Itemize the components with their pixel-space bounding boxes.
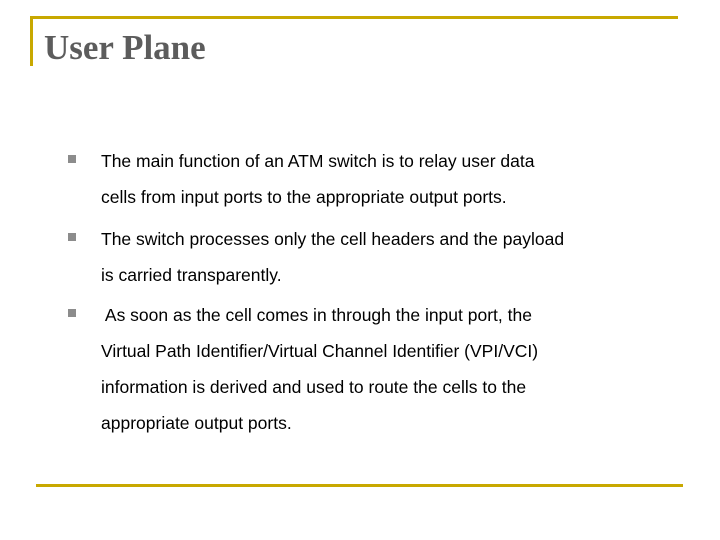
bullet-text [101,143,691,215]
title-frame-top-rule [30,16,678,19]
bullet-line: information is derived and used to route the cells to the [101,377,527,397]
bullet-line: The main function of an ATM switch is to relay user data [101,151,535,171]
square-bullet-icon [68,309,76,317]
bullet-line: The switch processes only the cell headers and the payload [101,229,565,249]
square-bullet-icon [68,233,76,241]
bullet-line: As soon as the cell comes in through the input port, the [101,305,532,325]
bullet-text [101,297,691,441]
bullet-line: appropriate output ports. [101,413,292,433]
title-frame-left-rule [30,16,33,66]
bottom-rule [36,484,683,487]
square-bullet-icon [68,155,76,163]
bullet-line: is carried transparently. [101,265,282,285]
bullet-line: Virtual Path Identifier/Virtual Channel Identifier (VPI/VCI) [101,341,539,361]
bullet-line: cells from input ports to the appropriate output ports. [101,187,507,207]
bullet-text [101,221,691,293]
slide-title: User Plane [44,28,206,67]
